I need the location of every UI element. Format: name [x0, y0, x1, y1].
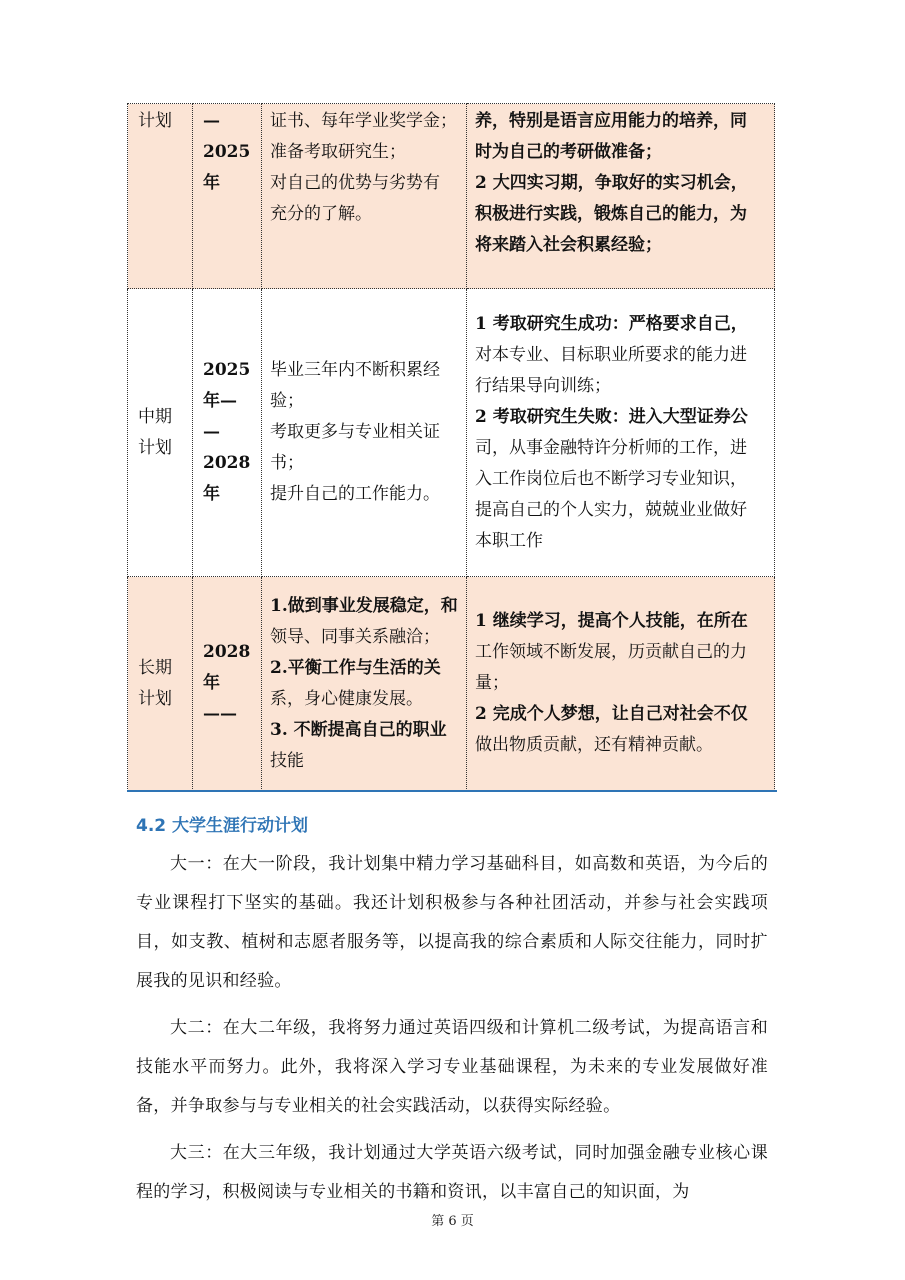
row-actions	[467, 289, 775, 577]
row-goals-line: 验；	[270, 391, 304, 411]
row-goals-line: 准备考取研究生；	[270, 142, 406, 162]
row-period	[193, 289, 262, 577]
row-goals	[262, 289, 467, 577]
row-actions-line: 时为自己的考研做准备；	[475, 142, 662, 162]
row-actions-line: 量；	[475, 673, 509, 693]
row-period-line: 年—	[203, 391, 237, 411]
row-period-line: 2028	[203, 642, 251, 662]
table-row-mid-term	[128, 289, 775, 577]
page-number: 第 6 页	[431, 1214, 474, 1229]
row-period	[193, 577, 262, 791]
row-goals	[262, 577, 467, 791]
row-goals-line: 考取更多与专业相关证	[270, 422, 440, 442]
row-actions	[467, 104, 775, 289]
row-label	[128, 104, 193, 289]
paragraph-year-one: 大一：在大一阶段，我计划集中精力学习基础科目，如高数和英语，为今后的专业课程打下坚实的基础。我还计划积极参与各种社团活动，并参与社会实践项目，如支教、植树和志愿者服务等，以提高我的综合素质和人际交往能力，同时扩展我的见识和经验。	[136, 854, 768, 991]
row-actions-line: 2 考取研究生失败：进入大型证券公	[475, 406, 748, 427]
row-period-line: 2025	[203, 142, 251, 162]
row-period-line: 年	[203, 484, 220, 504]
paragraph-year-three: 大三：在大三年级，我计划通过大学英语六级考试，同时加强金融专业核心课程的学习，积极阅读与专业相关的书籍和资讯，以丰富自己的知识面，为	[136, 1143, 768, 1202]
row-label-line: 中期	[138, 406, 172, 427]
row-label-line: 长期	[138, 657, 172, 678]
row-label	[128, 289, 193, 577]
row-goals-line: 书；	[270, 453, 304, 473]
row-actions-line: 入工作岗位后也不断学习专业知识，	[475, 468, 747, 489]
row-period-line: —	[203, 422, 220, 442]
row-actions-line: 1 考取研究生成功：严格要求自己，	[475, 313, 748, 334]
row-goals-line: 提升自己的工作能力。	[270, 484, 440, 504]
row-goals-line: 2.平衡工作与生活的关	[270, 657, 441, 678]
row-actions-line: 做出物质贡献，还有精神贡献。	[475, 735, 713, 755]
row-goals	[262, 104, 467, 289]
table-bottom-rule	[127, 790, 777, 792]
row-actions-line: 对本专业、目标职业所要求的能力进	[475, 344, 747, 365]
section-heading: 4.2 大学生涯行动计划	[136, 816, 309, 836]
row-actions-line: 2 完成个人梦想，让自己对社会不仅	[475, 704, 748, 724]
row-period-line: —	[203, 111, 220, 131]
row-actions-line: 养，特别是语言应用能力的培养，同	[475, 111, 747, 131]
row-actions-line: 本职工作	[475, 530, 543, 551]
row-period-line: 年	[203, 673, 220, 693]
row-goals-line: 证书、每年学业奖学金；	[270, 111, 457, 131]
row-label	[128, 577, 193, 791]
table-row-short-term	[128, 104, 775, 289]
career-plan-table	[127, 103, 775, 791]
row-actions-line: 行结果导向训练；	[475, 375, 611, 396]
row-actions	[467, 577, 775, 791]
row-actions-line: 积极进行实践，锻炼自己的能力，为	[475, 204, 747, 224]
row-period-line: 2028	[203, 453, 251, 473]
row-actions-line: 1 继续学习，提高个人技能，在所在	[475, 611, 748, 631]
row-period	[193, 104, 262, 289]
paragraph-year-two: 大二：在大二年级，我将努力通过英语四级和计算机二级考试，为提高语言和技能水平而努力。此外，我将深入学习专业基础课程，为未来的专业发展做好准备，并争取参与与专业相关的社会实践活动，以获得实际经验。	[136, 1018, 768, 1116]
row-goals-line: 对自己的优势与劣势有	[270, 173, 440, 193]
row-label-line: 计划	[138, 111, 172, 131]
row-goals-line: 1.做到事业发展稳定，和	[270, 595, 458, 616]
row-period-line: ——	[203, 704, 237, 724]
row-actions-line: 2 大四实习期，争取好的实习机会，	[475, 173, 748, 193]
row-actions-line: 将来踏入社会积累经验；	[475, 235, 662, 255]
row-goals-line: 技能	[270, 750, 304, 771]
section-body	[136, 845, 768, 1220]
row-actions-line: 司，从事金融特许分析师的工作，进	[475, 437, 747, 458]
row-period-line: 年	[203, 173, 220, 193]
row-period-line: 2025	[203, 360, 251, 380]
row-label-line: 计划	[138, 437, 172, 458]
row-actions-line: 工作领域不断发展，历贡献自己的力	[475, 642, 747, 662]
table-row-long-term	[128, 577, 775, 791]
row-label-line: 计划	[138, 688, 172, 709]
row-goals-line: 系，身心健康发展。	[270, 688, 423, 709]
row-goals-line: 充分的了解。	[270, 204, 372, 224]
row-goals-line: 领导、同事关系融洽；	[270, 626, 440, 647]
row-goals-line: 3. 不断提高自己的职业	[270, 719, 447, 740]
row-actions-line: 提高自己的个人实力，兢兢业业做好	[475, 499, 747, 520]
row-goals-line: 毕业三年内不断积累经	[270, 360, 440, 380]
